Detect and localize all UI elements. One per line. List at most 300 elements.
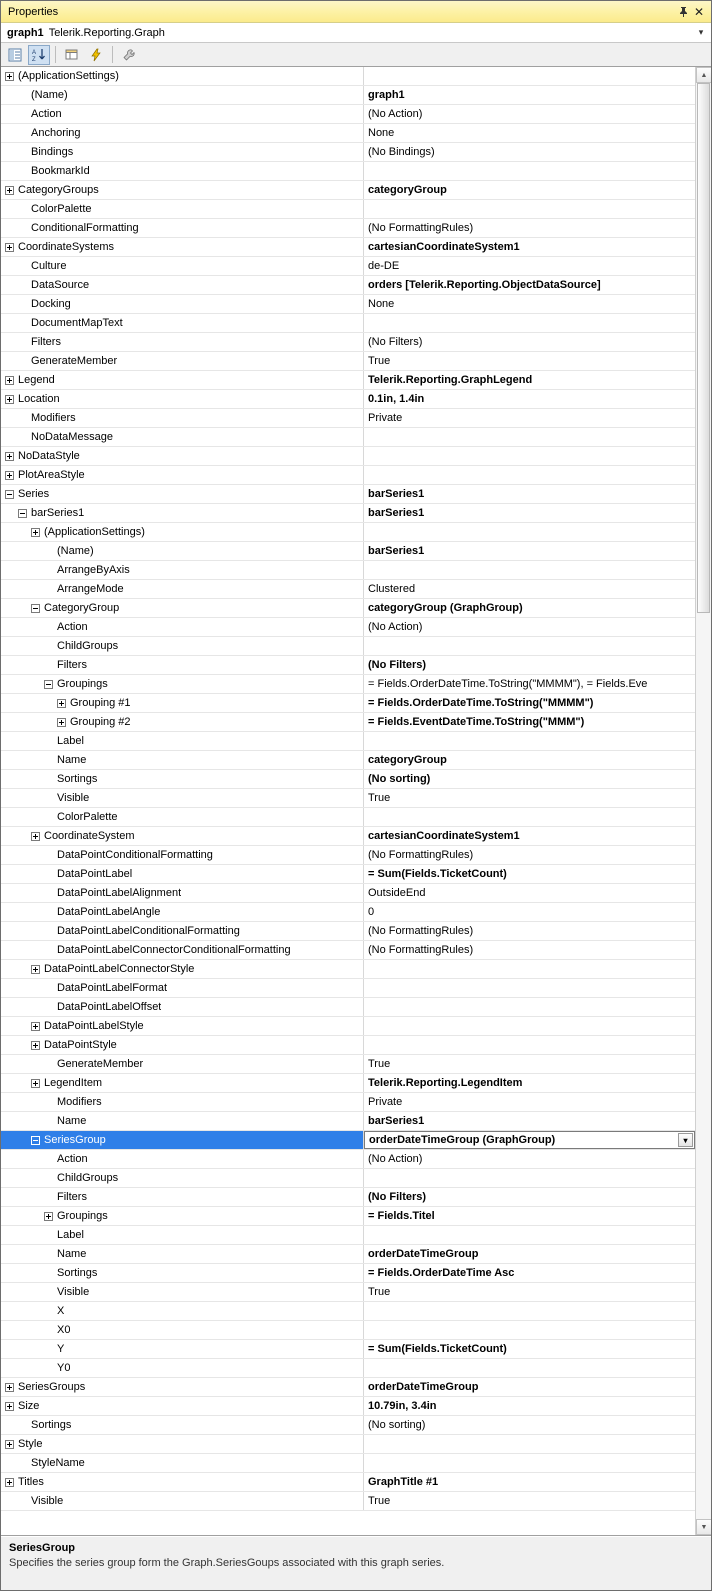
property-row[interactable] (1, 523, 695, 542)
property-name-cell[interactable] (1, 713, 364, 731)
property-row[interactable] (1, 903, 695, 922)
property-name-cell[interactable] (1, 200, 364, 218)
property-value-cell[interactable] (364, 409, 695, 427)
property-row[interactable] (1, 1207, 695, 1226)
property-value-cell[interactable] (364, 67, 695, 85)
property-name-cell[interactable] (1, 1055, 364, 1073)
property-row[interactable] (1, 352, 695, 371)
property-row[interactable] (1, 865, 695, 884)
property-value-cell[interactable] (364, 352, 695, 370)
property-row[interactable] (1, 1435, 695, 1454)
property-name-cell[interactable] (1, 1264, 364, 1282)
property-value-cell[interactable] (364, 618, 695, 636)
property-name-cell[interactable] (1, 960, 364, 978)
expand-icon[interactable] (5, 1478, 14, 1487)
property-row[interactable] (1, 922, 695, 941)
property-row[interactable] (1, 1283, 695, 1302)
property-row[interactable] (1, 105, 695, 124)
collapse-icon[interactable] (5, 490, 14, 499)
property-value-cell[interactable] (364, 200, 695, 218)
scroll-up-button[interactable]: ▲ (696, 67, 711, 83)
property-row[interactable] (1, 409, 695, 428)
property-name-cell[interactable] (1, 86, 364, 104)
property-name-cell[interactable] (1, 523, 364, 541)
property-row[interactable] (1, 67, 695, 86)
property-name-label: Groupings (57, 678, 108, 690)
property-row[interactable] (1, 1017, 695, 1036)
property-name-cell[interactable] (1, 371, 364, 389)
expand-icon[interactable] (31, 965, 40, 974)
property-row[interactable] (1, 1074, 695, 1093)
property-name-cell[interactable] (1, 352, 364, 370)
property-row[interactable] (1, 637, 695, 656)
property-value-cell[interactable] (364, 884, 695, 902)
property-value-cell[interactable] (364, 1074, 695, 1092)
expand-icon[interactable] (5, 452, 14, 461)
property-value-cell[interactable] (364, 143, 695, 161)
expand-icon[interactable] (31, 528, 40, 537)
property-name-cell[interactable] (1, 1416, 364, 1434)
property-row[interactable] (1, 428, 695, 447)
property-row[interactable] (1, 1492, 695, 1511)
property-name-cell[interactable] (1, 1131, 364, 1149)
property-row[interactable] (1, 390, 695, 409)
property-name-label: Sortings (57, 1267, 98, 1279)
property-row[interactable] (1, 1264, 695, 1283)
vertical-scrollbar[interactable] (695, 67, 711, 1535)
property-value-cell[interactable] (364, 1055, 695, 1073)
property-name-cell[interactable] (1, 637, 364, 655)
property-name-cell[interactable] (1, 1112, 364, 1130)
property-value-label: (No sorting) (368, 1419, 426, 1431)
property-row[interactable] (1, 1321, 695, 1340)
property-row[interactable] (1, 200, 695, 219)
property-row[interactable] (1, 770, 695, 789)
property-row[interactable] (1, 162, 695, 181)
property-row[interactable] (1, 1245, 695, 1264)
property-value-label: orderDateTimeGroup (368, 1248, 479, 1260)
property-name-cell[interactable] (1, 1150, 364, 1168)
property-row[interactable] (1, 656, 695, 675)
property-name-cell[interactable] (1, 865, 364, 883)
property-name-cell[interactable] (1, 827, 364, 845)
property-row[interactable] (1, 1131, 695, 1150)
property-value-cell[interactable] (364, 542, 695, 560)
property-value-cell[interactable] (364, 1283, 695, 1301)
expand-icon[interactable] (31, 1022, 40, 1031)
property-value-cell[interactable] (364, 1359, 695, 1377)
property-value-cell[interactable] (364, 1378, 695, 1396)
property-value-label: de-DE (368, 260, 400, 272)
collapse-icon[interactable] (31, 1136, 40, 1145)
property-name-cell[interactable] (1, 542, 364, 560)
property-row[interactable] (1, 751, 695, 770)
property-value-cell[interactable] (364, 1036, 695, 1054)
expand-icon[interactable] (5, 471, 14, 480)
property-name-cell[interactable] (1, 1207, 364, 1225)
property-value-cell[interactable] (364, 1226, 695, 1244)
expand-icon[interactable] (31, 832, 40, 841)
property-value-cell[interactable] (364, 238, 695, 256)
property-value-cell[interactable] (364, 580, 695, 598)
property-name-cell[interactable] (1, 1340, 364, 1358)
property-name-label: CategoryGroup (44, 602, 120, 614)
property-value-cell[interactable] (364, 86, 695, 104)
property-name-cell[interactable] (1, 1435, 364, 1453)
property-row[interactable] (1, 1340, 695, 1359)
property-value-label: orders [Telerik.Reporting.ObjectDataSource] (368, 279, 601, 291)
property-name-label: Location (18, 393, 60, 405)
property-name-cell[interactable] (1, 884, 364, 902)
property-name-cell[interactable] (1, 428, 364, 446)
property-value-cell[interactable] (364, 1093, 695, 1111)
property-name-label: ChildGroups (57, 1172, 119, 1184)
value-dropdown-chevron-down-icon[interactable]: ▾ (678, 1133, 693, 1147)
property-row[interactable] (1, 1188, 695, 1207)
property-row[interactable] (1, 1036, 695, 1055)
property-value-cell[interactable] (364, 789, 695, 807)
property-value-cell[interactable] (364, 219, 695, 237)
property-value-cell[interactable] (364, 1150, 695, 1168)
property-row[interactable] (1, 846, 695, 865)
property-name-label: GenerateMember (31, 355, 118, 367)
property-row[interactable] (1, 257, 695, 276)
property-name-cell[interactable] (1, 1226, 364, 1244)
property-name-cell[interactable] (1, 770, 364, 788)
property-row[interactable] (1, 485, 695, 504)
property-value-cell[interactable] (364, 675, 695, 693)
property-name-label: DocumentMapText (31, 317, 123, 329)
property-name-cell[interactable] (1, 789, 364, 807)
property-value-cell[interactable] (364, 808, 695, 826)
property-name-cell[interactable] (1, 181, 364, 199)
property-value-cell[interactable] (364, 846, 695, 864)
property-row[interactable] (1, 998, 695, 1017)
property-value-cell[interactable] (364, 390, 695, 408)
property-name-cell[interactable] (1, 941, 364, 959)
property-name-cell[interactable] (1, 618, 364, 636)
property-name-cell[interactable] (1, 1473, 364, 1491)
property-value-cell[interactable] (364, 998, 695, 1016)
expand-icon[interactable] (5, 395, 14, 404)
property-name-cell[interactable] (1, 162, 364, 180)
property-value-cell[interactable] (364, 941, 695, 959)
property-row[interactable] (1, 238, 695, 257)
property-name-cell[interactable] (1, 1036, 364, 1054)
property-row[interactable] (1, 143, 695, 162)
expand-icon[interactable] (44, 1212, 53, 1221)
property-name-cell[interactable] (1, 485, 364, 503)
expand-icon[interactable] (5, 1402, 14, 1411)
expand-icon[interactable] (5, 243, 14, 252)
property-row[interactable] (1, 314, 695, 333)
property-name-cell[interactable] (1, 903, 364, 921)
property-name-cell[interactable] (1, 143, 364, 161)
property-row[interactable] (1, 181, 695, 200)
property-value-cell[interactable] (364, 903, 695, 921)
property-name-cell[interactable] (1, 922, 364, 940)
property-row[interactable] (1, 86, 695, 105)
property-value-cell[interactable] (364, 124, 695, 142)
property-name-cell[interactable] (1, 561, 364, 579)
property-value-cell[interactable] (364, 922, 695, 940)
property-row[interactable] (1, 789, 695, 808)
property-name-label: CoordinateSystems (18, 241, 114, 253)
object-selector-combo[interactable] (1, 23, 711, 43)
property-name-cell[interactable] (1, 1454, 364, 1472)
property-name-cell[interactable] (1, 846, 364, 864)
property-value-cell[interactable] (364, 1131, 695, 1149)
expand-icon[interactable] (5, 1383, 14, 1392)
property-name-cell[interactable] (1, 1492, 364, 1510)
property-row[interactable] (1, 1169, 695, 1188)
property-name-cell[interactable] (1, 580, 364, 598)
property-name-label: ArrangeMode (57, 583, 124, 595)
property-value-cell[interactable] (364, 1207, 695, 1225)
property-value-cell[interactable] (364, 181, 695, 199)
property-value-label: Telerik.Reporting.LegendItem (368, 1077, 523, 1089)
property-value-label: True (368, 1286, 391, 1298)
property-grid-rows[interactable] (1, 67, 695, 1535)
property-value-cell[interactable] (364, 1169, 695, 1187)
scrollbar-track[interactable] (696, 83, 711, 1519)
property-name-cell[interactable] (1, 751, 364, 769)
property-name-label: Label (57, 1229, 84, 1241)
property-row[interactable] (1, 618, 695, 637)
property-name-cell[interactable] (1, 1283, 364, 1301)
property-value-cell[interactable] (364, 162, 695, 180)
property-name-cell[interactable] (1, 466, 364, 484)
property-row[interactable] (1, 504, 695, 523)
property-value-cell[interactable] (364, 447, 695, 465)
property-name-label: DataPointLabelConnectorStyle (44, 963, 195, 975)
scrollbar-thumb[interactable] (697, 83, 710, 613)
property-name-cell[interactable] (1, 67, 364, 85)
property-value-cell[interactable] (364, 1435, 695, 1453)
property-name-cell[interactable] (1, 238, 364, 256)
property-value-cell[interactable] (364, 1340, 695, 1358)
property-name-cell[interactable] (1, 656, 364, 674)
property-row[interactable] (1, 1093, 695, 1112)
property-row[interactable] (1, 675, 695, 694)
property-row[interactable] (1, 561, 695, 580)
property-row[interactable] (1, 295, 695, 314)
property-value-cell[interactable] (364, 333, 695, 351)
property-name-cell[interactable] (1, 314, 364, 332)
property-row[interactable] (1, 1112, 695, 1131)
property-row[interactable] (1, 960, 695, 979)
property-name-cell[interactable] (1, 1302, 364, 1320)
property-row[interactable] (1, 1302, 695, 1321)
property-name-cell[interactable] (1, 1188, 364, 1206)
property-name-label: Size (18, 1400, 40, 1412)
property-value-cell[interactable] (364, 1188, 695, 1206)
property-row[interactable] (1, 1055, 695, 1074)
property-row[interactable] (1, 1150, 695, 1169)
property-value-cell[interactable] (364, 637, 695, 655)
property-value-cell[interactable] (364, 561, 695, 579)
property-pages-wrench-icon[interactable] (118, 45, 140, 65)
property-value-cell[interactable] (364, 599, 695, 617)
property-value-cell[interactable] (364, 276, 695, 294)
property-value-cell[interactable] (364, 960, 695, 978)
property-name-cell[interactable] (1, 1074, 364, 1092)
chevron-down-icon[interactable]: ▾ (698, 27, 704, 37)
events-button[interactable] (85, 45, 107, 65)
property-value-cell[interactable] (364, 485, 695, 503)
expand-icon[interactable] (5, 376, 14, 385)
property-value-cell[interactable] (364, 751, 695, 769)
property-name-cell[interactable] (1, 599, 364, 617)
property-value-cell[interactable] (364, 295, 695, 313)
property-name-cell[interactable] (1, 276, 364, 294)
property-value-cell[interactable] (364, 1321, 695, 1339)
property-value-cell[interactable] (364, 1017, 695, 1035)
property-value-label: cartesianCoordinateSystem1 (368, 830, 520, 842)
property-name-label: LegendItem (44, 1077, 103, 1089)
properties-button[interactable] (61, 45, 83, 65)
property-name-cell[interactable] (1, 409, 364, 427)
property-row[interactable] (1, 447, 695, 466)
property-name-cell[interactable] (1, 105, 364, 123)
property-value-cell[interactable] (364, 865, 695, 883)
property-value-cell[interactable] (364, 428, 695, 446)
property-row[interactable] (1, 124, 695, 143)
property-value-label: OutsideEnd (368, 887, 426, 899)
property-value-cell[interactable] (364, 504, 695, 522)
property-row[interactable] (1, 979, 695, 998)
alphabetical-sort-button[interactable] (28, 45, 50, 65)
property-row[interactable] (1, 827, 695, 846)
property-value-cell[interactable] (364, 713, 695, 731)
property-name-cell[interactable] (1, 979, 364, 997)
property-name-label: DataPointLabelStyle (44, 1020, 144, 1032)
collapse-icon[interactable] (31, 604, 40, 613)
property-value-cell[interactable] (364, 1112, 695, 1130)
property-name-cell[interactable] (1, 998, 364, 1016)
property-row[interactable] (1, 1454, 695, 1473)
property-name-cell[interactable] (1, 390, 364, 408)
property-row[interactable] (1, 1359, 695, 1378)
property-value-cell[interactable] (364, 1245, 695, 1263)
property-value-cell[interactable] (364, 523, 695, 541)
property-name-cell[interactable] (1, 808, 364, 826)
property-name-cell[interactable] (1, 694, 364, 712)
property-row[interactable] (1, 219, 695, 238)
property-value-label: None (368, 127, 395, 139)
property-name-cell[interactable] (1, 295, 364, 313)
property-value-cell[interactable] (364, 466, 695, 484)
property-value-cell[interactable] (364, 732, 695, 750)
property-row[interactable] (1, 466, 695, 485)
property-name-cell[interactable] (1, 732, 364, 750)
property-row[interactable] (1, 580, 695, 599)
property-name-cell[interactable] (1, 1321, 364, 1339)
property-row[interactable] (1, 1416, 695, 1435)
property-name-cell[interactable] (1, 124, 364, 142)
collapse-icon[interactable] (44, 680, 53, 689)
property-row[interactable] (1, 732, 695, 751)
expand-icon[interactable] (31, 1079, 40, 1088)
property-row[interactable] (1, 808, 695, 827)
property-value-cell[interactable] (364, 770, 695, 788)
property-value-cell[interactable] (364, 694, 695, 712)
property-value-label: Clustered (368, 583, 416, 595)
expand-icon[interactable] (5, 1440, 14, 1449)
property-value-cell[interactable] (364, 1492, 695, 1510)
property-row[interactable] (1, 941, 695, 960)
svg-text:A: A (32, 49, 37, 56)
close-icon[interactable]: ✕ (693, 4, 705, 19)
property-value-cell[interactable] (364, 1473, 695, 1491)
expand-icon[interactable] (31, 1041, 40, 1050)
property-row[interactable] (1, 1397, 695, 1416)
property-row[interactable] (1, 599, 695, 618)
property-row[interactable] (1, 884, 695, 903)
property-name-cell[interactable] (1, 219, 364, 237)
property-name-cell[interactable] (1, 1017, 364, 1035)
property-value-cell[interactable] (364, 257, 695, 275)
expand-icon[interactable] (57, 699, 66, 708)
expand-icon[interactable] (5, 72, 14, 81)
auto-hide-pin-icon[interactable] (675, 4, 691, 20)
property-name-label: DataPointStyle (44, 1039, 117, 1051)
property-row[interactable] (1, 542, 695, 561)
property-row[interactable] (1, 333, 695, 352)
property-name-cell[interactable] (1, 1378, 364, 1396)
categorized-view-button[interactable] (4, 45, 26, 65)
expand-icon[interactable] (57, 718, 66, 727)
scroll-down-button[interactable]: ▼ (696, 1519, 711, 1535)
property-name-label: Groupings (57, 1210, 108, 1222)
property-name-cell[interactable] (1, 1245, 364, 1263)
property-name-cell[interactable] (1, 333, 364, 351)
collapse-icon[interactable] (18, 509, 27, 518)
property-name-cell[interactable] (1, 1093, 364, 1111)
property-name-cell[interactable] (1, 1169, 364, 1187)
expand-icon[interactable] (5, 186, 14, 195)
property-value-cell[interactable] (364, 1264, 695, 1282)
property-value-cell[interactable] (364, 371, 695, 389)
property-value-label: categoryGroup (GraphGroup) (368, 602, 523, 614)
property-name-cell[interactable] (1, 1397, 364, 1415)
property-value-cell[interactable] (364, 827, 695, 845)
property-value-cell[interactable] (364, 1416, 695, 1434)
property-value-cell[interactable] (364, 1302, 695, 1320)
property-value-cell[interactable] (364, 979, 695, 997)
property-value-cell[interactable] (364, 314, 695, 332)
property-name-cell[interactable] (1, 675, 364, 693)
property-row[interactable] (1, 713, 695, 732)
property-row[interactable] (1, 1378, 695, 1397)
property-row[interactable] (1, 371, 695, 390)
property-name-cell[interactable] (1, 257, 364, 275)
property-row[interactable] (1, 276, 695, 295)
property-value-label: = Fields.EventDateTime.ToString("MMM") (368, 716, 585, 728)
property-value-cell[interactable] (364, 1397, 695, 1415)
property-name-cell[interactable] (1, 504, 364, 522)
property-row[interactable] (1, 1473, 695, 1492)
property-value-label: None (368, 298, 395, 310)
property-name-cell[interactable] (1, 447, 364, 465)
property-value-cell[interactable] (364, 1454, 695, 1472)
property-row[interactable] (1, 694, 695, 713)
property-value-cell[interactable] (364, 656, 695, 674)
selected-object-name: graph1 (7, 26, 44, 39)
property-name-cell[interactable] (1, 1359, 364, 1377)
property-row[interactable] (1, 1226, 695, 1245)
property-value-cell[interactable] (364, 105, 695, 123)
